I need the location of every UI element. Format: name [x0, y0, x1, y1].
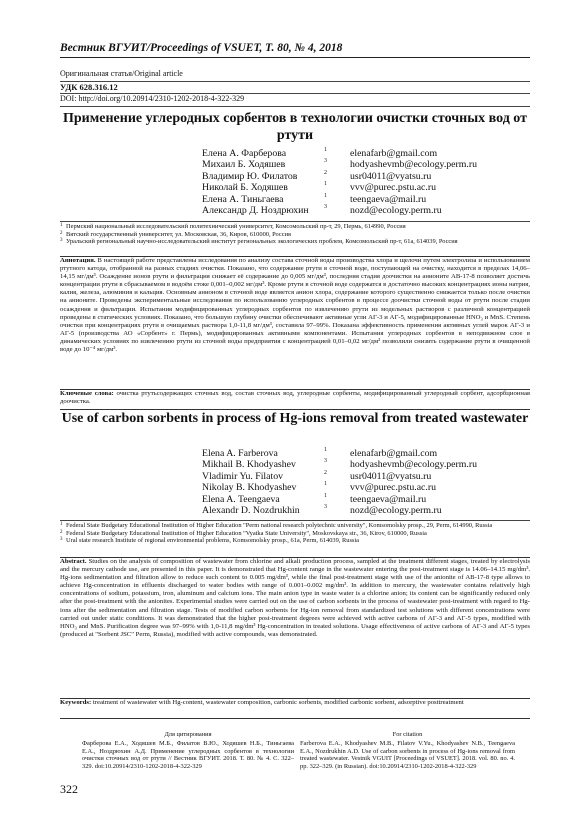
header-rule	[60, 57, 530, 58]
abstract-label: Аннотация.	[60, 257, 96, 264]
author-name: Vladimir Yu. Filatov	[202, 470, 284, 482]
author-name: Alexandr D. Nozdrukhin	[202, 504, 300, 516]
author-email[interactable]: usr04011@vyatsu.ru	[350, 170, 432, 182]
author-name: Николай Б. Ходяшев	[202, 182, 288, 194]
affil-text: Пермский национальный исследовательский политехнический университет, Комсомольский пр-т, 29, Пермь, 614990, Россия	[66, 223, 406, 230]
affil-rule	[60, 221, 530, 222]
author-email[interactable]: teengaeva@mail.ru	[350, 493, 427, 505]
affiliation-item	[60, 231, 530, 239]
author-affil-sup: 3	[324, 158, 327, 165]
author-name: Елена А. Тиньгаева	[202, 193, 284, 205]
author-name: Elena A. Teengaeva	[202, 493, 280, 505]
keywords-label: Keywords:	[60, 699, 92, 706]
abstract-ru	[60, 257, 530, 354]
abstract-en	[60, 558, 530, 639]
abstract-text: В настоящей работе представлены исследования по анализу состава сточной воды производства хлора и щелочи путем электролиза и использованием ртутного катода, отобранной на разных стадиях очистки. Показано, что содержание ртути в сточной воде, поступающей на очистку, находится в пределах 14,06–14,15 мг/дм³. Осаждение ионов ртути и фильтрация снижает её содержание до 0,005 мг/дм³, последняя стадия доочистки на анионите АВ-17-8 позволяет достичь концентрации ртути в сбрасываемом в водоём стоке 0,001–0,002 мг/дм³. Кроме ртути в сточной воде содержатся в достаточно высоких концентрациях ионы натрия, калия, железа, алюминия и кальция. Основным анионом в сточной воде является анион хлора, содержание которого существенно снижается только после очистки на анионите. Проведены экспериментальные исследования по использованию углеродных сорбентов в процессе доочистки сточной воды от ртути после стадии осаждения и фильтрации. Испытания модифицированных углеродных сорбентов по извлечению ртути из модельных растворов с различной концентрацией проведены в статических условиях. Показано, что большую глубину очистки обеспечивают активные угли АГ-3 и АГ-5, модифицированные HNO₃ и MnS. Степень очистки при концентрациях ртути в очищаемых раствора 1,0-11,8 мг/дм³, составила 97–99%. Показана эффективность применения активных углей марок АГ-3 и АГ-5 (производства АО «Сорбент» г. Пермь), модифицированных активными компонентами. Испытания углеродных сорбентов в неподвижном слое в динамических условиях по извлечению ртути из сточной воды предприятия с концентрацией 0,01–0,02 мг/дм³ позволили снизить содержание ртути в очищенной воде до 10⁻⁴ мг/дм³.	[60, 257, 531, 354]
author-email[interactable]: teengaeva@mail.ru	[350, 193, 427, 205]
author-affil-sup: 1	[324, 492, 327, 499]
affil-text: Вятский государственный университет, ул. Московская, 36, Киров, 610000, Россия	[66, 230, 291, 238]
affil-sup: 3	[60, 537, 63, 543]
journal-header	[60, 42, 530, 58]
author-email[interactable]: usr04011@vyatsu.ru	[350, 470, 432, 482]
affil-rule	[60, 520, 530, 521]
title-en: Use of carbon sorbents in process of Hg-ions removal from treated wastewater	[61, 411, 529, 426]
affiliations-ru	[60, 221, 530, 246]
keywords-en	[60, 699, 530, 707]
affiliation-item	[60, 223, 530, 231]
citation-text: Farberova E.A., Khodyashev M.B., Filatov V.Yu., Khodyashev N.B., Teengaeva E.A., Nozdrukhin A.D. Use of carbon sorbents in process of Hg-ions removal from treated wastewater. Vestnik VGUIT [Proceedings of VSUET]. 2018. vol. 80. no. 4. pp. 322–329. (in Russian). doi:10.20914/2310-1202-2018-4-322-329	[300, 739, 515, 771]
article-meta	[60, 69, 530, 107]
affiliations-en	[60, 520, 530, 545]
affil-sup: 3	[60, 238, 63, 244]
author-affil-sup: 3	[324, 203, 327, 210]
author-name: Mikhail B. Khodyashev	[202, 459, 296, 471]
author-name: Владимир Ю. Филатов	[202, 170, 298, 182]
affil-text: Уральский региональный научно-исследовательский институт региональных экологических проблем, Комсомольский пр-т, 61а, 614039, Россия	[66, 238, 458, 246]
author-name: Александр Д. Ноздрюхин	[202, 204, 309, 216]
author-email[interactable]: elenafarb@gmail.com	[350, 148, 438, 159]
author-affil-sup: 2	[324, 469, 327, 476]
citation-en	[300, 731, 515, 771]
author-email[interactable]: vvv@purec.pstu.ac.ru	[350, 482, 437, 494]
page-number: 322	[60, 782, 78, 796]
author-name: Елена А. Фарберова	[202, 148, 287, 159]
author-email[interactable]: vvv@purec.pstu.ac.ru	[350, 182, 437, 194]
keywords-text: очистка ртутьсодержащих сточных вод, состав сточных вод, углеродные сорбенты, модифицированный углеродный сорбент, адсорбционная доочистка.	[60, 390, 530, 406]
author-email[interactable]: elenafarb@gmail.com	[350, 448, 438, 459]
citation-text: Фарберова Е.А., Ходяшев М.Б., Филатов В.Ю., Ходяшев Н.Б., Тиньгаева Е.А., Ноздрюхин А.Д. Применение углеродных сорбентов в технологии очистки сточных вод от ртути // Вестник ВГУИТ. 2018. Т. 80. № 4. С. 322–329. doi:10.20914/2310-1202-2018-4-322-329	[82, 739, 294, 771]
abstract-label: Abstract.	[60, 558, 87, 565]
author-affil-sup: 1	[324, 147, 327, 153]
citation-heading: For citation	[392, 731, 423, 738]
affiliation-item	[60, 522, 530, 530]
affil-text: Federal State Budgetary Educational Institution of Higher Education "Perm national research polytechnic university", Komsomolsky prosp., 29, Perm, 614990, Russia	[66, 522, 493, 529]
keywords-text: treatment of wastewater with Hg-content, wastewater composition, carbonic sorbents, modified carbonic sorbent, adsorptive posttreatment	[92, 699, 464, 706]
affil-text: Ural state research Institute of regional environmental problems, Komsomolsky prosp., 61a, Perm, 614039, Russia	[66, 537, 360, 545]
author-affil-sup: 3	[324, 458, 327, 465]
author-affil-sup: 1	[324, 481, 327, 488]
affil-sup: 1	[60, 522, 63, 527]
affil-sup: 2	[60, 529, 63, 535]
author-email[interactable]: hodyashevmb@ecology.perm.ru	[350, 159, 478, 171]
journal-title: Вестник ВГУИТ/Proceedings of VSUET, Т. 80, № 4, 2018	[60, 42, 343, 54]
abstract-text: Studies on the analysis of composition of wastewater from chlorine and alkali production process, sampled at the treatment different stages, treated by electrolysis and the mercury cathode use, are presented in this paper. It is demonstrated that Hg-content range in the wastewater entering the post-treatment stage is 14.06–14.15 mg/dm³. Hg-ions sedimentation and filtration allow to reduce such content to 0.005 mg/dm³, while the final post-treatment stage with use of the anionite of AB-17-8 type allows to achieve Hg-concentration in effluents discharged to water bodies with range of 0.001–0.002 mg/dm³. In addition to mercury, the wastewater contains relatively high concentrations of sodium, potassium, iron, aluminum and calcium ions. The main anion type in waste water is a chlorine anion; its content can be significantly reduced only after the post-treatment with the anionites. Experimental studies were carried out on the use of carbon sorbents in the process of wastewater post-treatment with regard to Hg-ions after the sedimentation and filtration stage. Tests of modified carbon sorbents for Hg-ion removal from standardized test solutions with different concentrations were carried out under static conditions. It was demonstrated that the higher post-treatment degrees were achieved with active carbons of АГ-3 and АГ-5 types, modified with HNO₃ and MnS. Purification degree was 97–99% with 1,0-11,8 mg/dm³ Hg-concentration in treated solutions. Usage effectiveness of active carbons of АГ-3 and АГ-5 types (produced at "Sorbent JSC" Perm, Russia), modified with active compounds, was demonstrated.	[60, 558, 530, 638]
affil-sup: 1	[60, 223, 63, 228]
author-affil-sup: 1	[324, 447, 327, 453]
author-email[interactable]: hodyashevmb@ecology.perm.ru	[350, 459, 478, 471]
author-name: Nikolay B. Khodyashev	[202, 482, 297, 494]
affiliation-item	[60, 530, 530, 538]
author-affil-sup: 2	[324, 169, 327, 176]
author-name: Михаил Б. Ходяшев	[202, 159, 286, 171]
article-type: Оригинальная статья/Original article	[60, 69, 183, 78]
author-affil-sup: 1	[324, 192, 327, 199]
udk-code: УДК 628.316.12	[60, 81, 118, 92]
author-affil-sup: 3	[324, 503, 327, 510]
citation-ru	[82, 731, 294, 771]
affil-sup: 2	[60, 230, 63, 236]
meta-rule	[60, 106, 530, 107]
section-rule	[60, 718, 530, 719]
affil-text: Federal State Budgetary Educational Institution of Higher Education "Vyatka State University", Moskovskaya str., 36, Kirov, 610000, Russia	[66, 529, 427, 537]
author-email[interactable]: nozd@ecology.perm.ru	[350, 204, 442, 216]
title-ru: Применение углеродных сорбентов в технологии очистки сточных вод от ртути	[63, 111, 527, 143]
author-email[interactable]: nozd@ecology.perm.ru	[350, 504, 442, 516]
affiliation-item	[60, 238, 530, 246]
keywords-label: Ключевые слова:	[60, 390, 114, 397]
author-affil-sup: 1	[324, 181, 327, 188]
citation-heading: Для цитирования	[164, 731, 212, 738]
author-name: Elena A. Farberova	[202, 448, 278, 459]
affiliation-item	[60, 537, 530, 545]
keywords-ru	[60, 390, 530, 406]
doi-link[interactable]: DOI: http://doi.org/10.20914/2310-1202-2018-4-322-329	[60, 94, 245, 103]
